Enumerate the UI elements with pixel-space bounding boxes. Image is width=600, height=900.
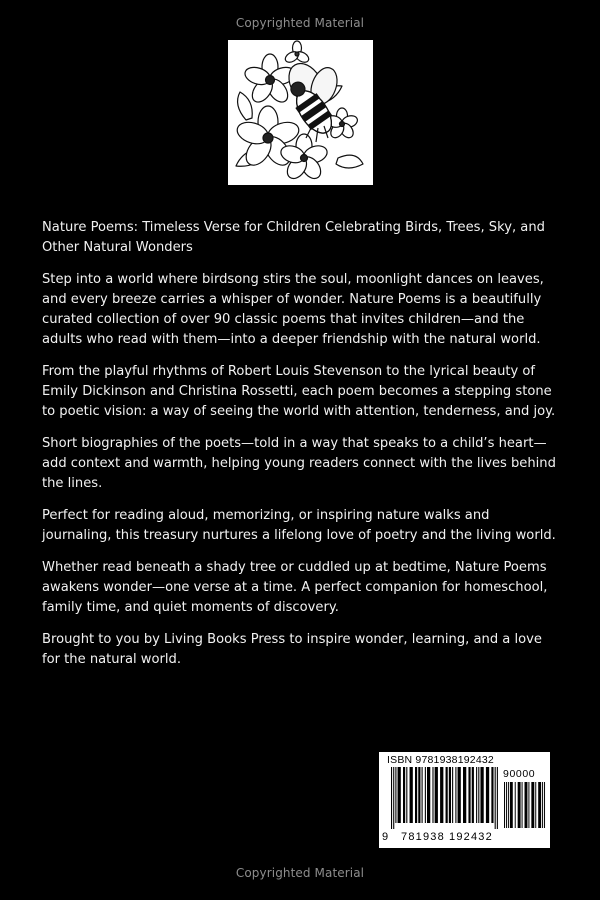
barcode-bar (452, 767, 453, 823)
barcode-bar (508, 782, 509, 828)
barcode-bar (455, 767, 456, 823)
barcode-bar (435, 767, 438, 823)
isbn-barcode (379, 752, 550, 848)
barcode-bar (504, 782, 505, 828)
barcode-bar (506, 782, 507, 828)
barcode-digits-right: 192432 (449, 831, 493, 843)
description-paragraph: From the playful rhythms of Robert Louis Stevenson to the lyrical beauty of Emily Dickinson and Christina Rossetti, each poem becomes a stepping stone to poetic vision: a way of seeing the world with attention, tenderness, and joy. (42, 364, 556, 419)
barcode-bar (515, 782, 516, 828)
price-code: 90000 (503, 768, 536, 780)
copyright-watermark-top: Copyrighted Material (235, 16, 365, 30)
barcode-bar (528, 782, 529, 828)
description-paragraph: Whether read beneath a shady tree or cuddled up at bedtime, Nature Poems awakens wonder—one verse at a time. A perfect companion for homeschool, family time, and quiet moments of discovery. (42, 560, 548, 615)
barcode-bar (432, 767, 433, 823)
barcode-bar (491, 767, 493, 823)
publisher-note: Brought to you by Living Books Press to inspire wonder, learning, and a love for the natural world. (42, 632, 542, 667)
addon-barcode-bars (504, 782, 546, 828)
barcode-bar (480, 767, 483, 823)
barcode-lead-digit: 9 (382, 831, 390, 843)
description-paragraph: Short biographies of the poets—told in a way that speaks to a child’s heart—add context and warmth, helping young readers connect with the lives behind the lines. (42, 436, 556, 491)
isbn-label: ISBN 9781938192432 (387, 754, 494, 766)
barcode-bar (440, 767, 443, 823)
ean-barcode-bars (391, 767, 499, 829)
barcode-bar (422, 767, 423, 823)
barcode-bar (415, 767, 417, 823)
barcode-bar (476, 767, 477, 823)
book-description (42, 218, 562, 682)
barcode-bar (403, 767, 405, 823)
barcode-bar (449, 767, 451, 823)
barcode-bar (406, 767, 407, 823)
barcode-bar (522, 782, 523, 828)
barcode-bar (468, 767, 470, 823)
barcode-bar (495, 767, 496, 829)
barcode-bar (410, 767, 413, 823)
bee-icon (228, 40, 373, 185)
barcode-bar (446, 767, 448, 823)
barcode-bar (463, 767, 466, 823)
barcode-bar (395, 767, 396, 823)
book-title: Nature Poems: Timeless Verse for Children Celebrating Birds, Trees, Sky, and Other Natural Wonders (42, 220, 545, 255)
barcode-bar (542, 782, 543, 828)
barcode-bar (478, 767, 479, 823)
barcode-bar (427, 767, 430, 823)
barcode-digits-left: 781938 (401, 831, 445, 843)
barcode-bar (544, 782, 545, 828)
barcode-bar (497, 767, 498, 829)
description-paragraph: Step into a world where birdsong stirs the soul, moonlight dances on leaves, and every breeze carries a whisper of wonder. Nature Poems is a beautifully curated collection of over 90 classic poems that invites children—and the adults who read with them—into a deeper friendship with the natural world. (42, 272, 544, 347)
barcode-bar (472, 767, 474, 823)
barcode-bar (525, 782, 528, 828)
barcode-bar (398, 767, 401, 823)
barcode-bar (393, 767, 394, 829)
barcode-bar (486, 767, 489, 823)
barcode-bar (518, 782, 521, 828)
bee-flowers-illustration (228, 40, 373, 185)
barcode-bar (458, 767, 461, 823)
barcode-bar (391, 767, 392, 829)
barcode-bar (535, 782, 536, 828)
copyright-watermark-bottom: Copyrighted Material (235, 866, 365, 880)
barcode-bar (510, 782, 513, 828)
barcode-bar (425, 767, 426, 823)
barcode-bar (418, 767, 420, 823)
barcode-bar (538, 782, 541, 828)
barcode-bar (531, 782, 534, 828)
description-paragraph: Perfect for reading aloud, memorizing, or inspiring nature walks and journaling, this treasury nurtures a lifelong love of poetry and the living world. (42, 508, 556, 543)
